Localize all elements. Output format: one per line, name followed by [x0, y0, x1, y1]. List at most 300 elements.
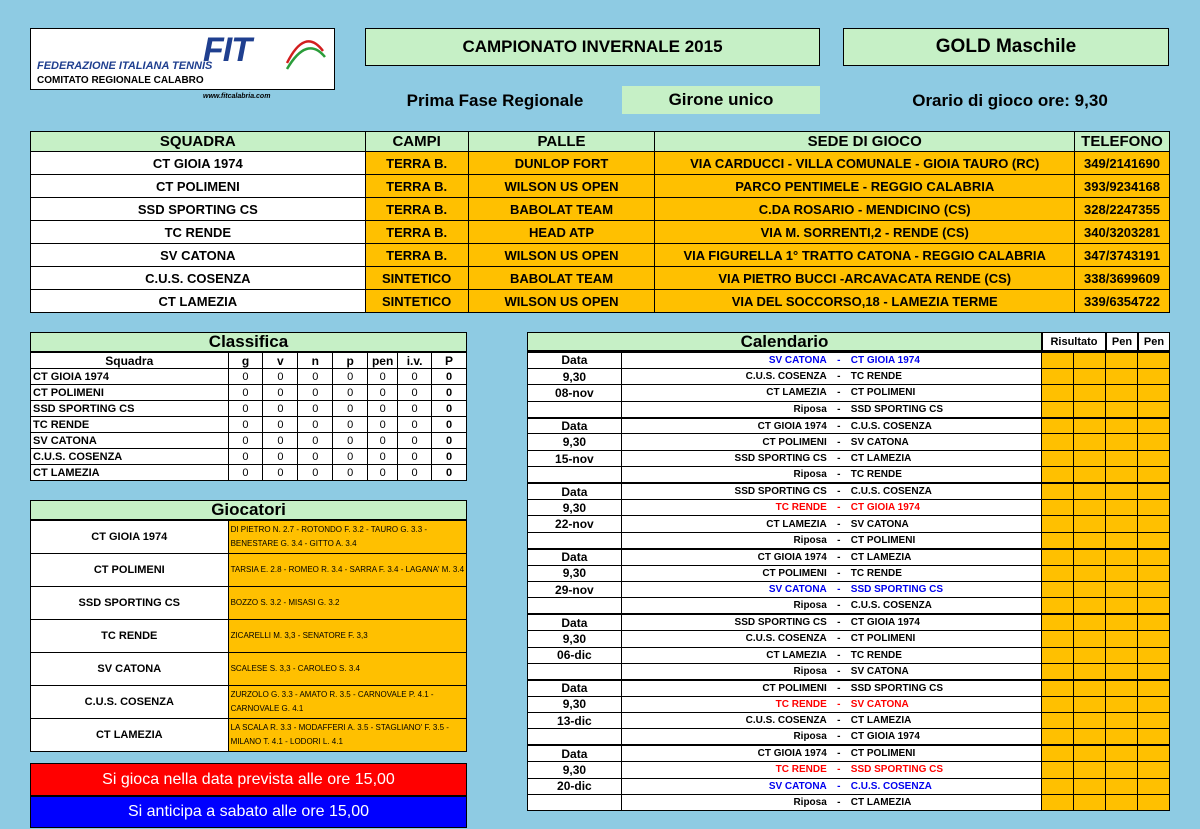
penalty-cell[interactable] — [1106, 467, 1138, 483]
penalty-cell[interactable] — [1106, 368, 1138, 384]
result-cell[interactable] — [1074, 500, 1106, 516]
match-cell — [621, 368, 1042, 384]
team-row — [31, 175, 1170, 198]
home-team: SV CATONA — [768, 780, 827, 792]
round-date: 20-dic — [528, 778, 622, 794]
penalty-cell[interactable] — [1138, 631, 1170, 647]
penalty-cell[interactable] — [1138, 385, 1170, 401]
penalty-cell[interactable] — [1138, 450, 1170, 466]
away-team: SSD SPORTING CS — [850, 403, 944, 415]
teams-table — [30, 131, 1170, 313]
match-cell — [621, 631, 1042, 647]
match-pairing — [622, 437, 1042, 448]
match-row — [528, 729, 1170, 745]
penalty-cell[interactable] — [1106, 729, 1138, 745]
penalty-cell[interactable] — [1106, 778, 1138, 794]
away-team: CT GIOIA 1974 — [850, 617, 920, 629]
standings-value-cell: 0 — [333, 401, 368, 417]
result-cell[interactable] — [1074, 729, 1106, 745]
match-cell — [621, 450, 1042, 466]
result-cell[interactable] — [1042, 450, 1074, 466]
round-time: 9,30 — [528, 500, 622, 516]
standings-team-cell: CT LAMEZIA — [31, 465, 229, 481]
match-separator: - — [837, 715, 841, 727]
result-cell[interactable] — [1074, 532, 1106, 548]
players-team-cell: SV CATONA — [31, 653, 229, 686]
fit-logo — [30, 28, 335, 100]
standings-header-cell: i.v. — [398, 353, 432, 369]
match-pairing — [622, 568, 1042, 579]
courts-cell: TERRA B. — [365, 244, 468, 267]
away-team: SV CATONA — [850, 518, 909, 530]
players-row — [31, 653, 467, 686]
standings-value-cell: 0 — [368, 465, 398, 481]
standings-value-cell: 0 — [368, 449, 398, 465]
match-cell — [621, 762, 1042, 778]
match-row — [528, 647, 1170, 663]
match-pairing — [622, 421, 1042, 432]
result-cell[interactable] — [1074, 565, 1106, 581]
standings-row — [31, 465, 467, 481]
away-team: CT POLIMENI — [850, 534, 916, 546]
result-cell[interactable] — [1042, 532, 1074, 548]
result-cell[interactable] — [1074, 696, 1106, 712]
match-separator: - — [837, 682, 841, 694]
teams-header-cell: PALLE — [468, 132, 655, 152]
penalty-cell[interactable] — [1138, 729, 1170, 745]
result-cell[interactable] — [1042, 368, 1074, 384]
away-team: CT LAMEZIA — [850, 797, 912, 809]
penalty-cell[interactable] — [1138, 745, 1170, 761]
match-pairing — [622, 715, 1042, 726]
penalty-cell[interactable] — [1138, 532, 1170, 548]
standings-row — [31, 449, 467, 465]
standings-value-cell: 0 — [228, 401, 263, 417]
match-row — [528, 467, 1170, 483]
standings-row — [31, 401, 467, 417]
result-cell[interactable] — [1074, 647, 1106, 663]
match-cell — [621, 549, 1042, 565]
team-name-cell: CT LAMEZIA — [31, 290, 366, 313]
standings-value-cell: 0 — [398, 417, 432, 433]
away-team: CT GIOIA 1974 — [850, 354, 920, 366]
result-cell[interactable] — [1074, 368, 1106, 384]
players-team-cell: C.U.S. COSENZA — [31, 686, 229, 719]
home-team: Riposa — [793, 469, 827, 481]
round-date-label: Data — [528, 483, 622, 499]
match-cell — [621, 598, 1042, 614]
legend-red-note — [30, 763, 467, 796]
players-row — [31, 521, 467, 554]
match-cell — [621, 663, 1042, 679]
result-cell[interactable] — [1042, 762, 1074, 778]
match-separator: - — [837, 665, 841, 677]
round-date — [528, 532, 622, 548]
standings-team-cell: TC RENDE — [31, 417, 229, 433]
penalty-cell[interactable] — [1106, 418, 1138, 434]
standings-value-cell: 0 — [432, 465, 467, 481]
result-cell[interactable] — [1074, 401, 1106, 417]
penalty-cell[interactable] — [1106, 762, 1138, 778]
match-row — [528, 532, 1170, 548]
players-list-cell: BOZZO S. 3.2 - MISASI G. 3.2 — [228, 587, 466, 620]
penalty-cell[interactable] — [1138, 500, 1170, 516]
away-team: SV CATONA — [850, 698, 909, 710]
result-cell[interactable] — [1042, 516, 1074, 532]
match-cell — [621, 467, 1042, 483]
players-list-cell: SCALESE S. 3,3 - CAROLEO S. 3.4 — [228, 653, 466, 686]
match-separator: - — [837, 698, 841, 710]
result-cell[interactable] — [1074, 516, 1106, 532]
match-pairing — [622, 486, 1042, 497]
penalty-cell[interactable] — [1106, 565, 1138, 581]
result-cell[interactable] — [1042, 795, 1074, 811]
penalty-cell[interactable] — [1138, 647, 1170, 663]
result-cell[interactable] — [1074, 450, 1106, 466]
match-cell — [621, 778, 1042, 794]
penalty-cell[interactable] — [1106, 663, 1138, 679]
result-cell[interactable] — [1074, 778, 1106, 794]
logo-line-federation: FEDERAZIONE ITALIANA TENNIS — [37, 60, 213, 72]
penalty-cell[interactable] — [1138, 680, 1170, 696]
penalty-cell[interactable] — [1138, 434, 1170, 450]
round-date: 15-nov — [528, 450, 622, 466]
penalty-cell[interactable] — [1138, 565, 1170, 581]
standings-value-cell: 0 — [263, 465, 298, 481]
phone-cell: 328/2247355 — [1075, 198, 1170, 221]
standings-row — [31, 433, 467, 449]
penalty-cell[interactable] — [1106, 647, 1138, 663]
standings-value-cell: 0 — [228, 369, 263, 385]
penalty-cell[interactable] — [1138, 467, 1170, 483]
penalty-cell[interactable] — [1138, 401, 1170, 417]
match-separator: - — [837, 584, 841, 596]
penalty-cell[interactable] — [1138, 795, 1170, 811]
result-cell[interactable] — [1074, 614, 1106, 630]
round-date: 29-nov — [528, 581, 622, 597]
match-row — [528, 565, 1170, 581]
standings-header-cell: pen — [368, 353, 398, 369]
result-cell[interactable] — [1042, 729, 1074, 745]
result-cell[interactable] — [1074, 483, 1106, 499]
standings-header-cell: n — [298, 353, 333, 369]
penalty-cell[interactable] — [1106, 598, 1138, 614]
standings-row — [31, 385, 467, 401]
penalty-cell[interactable] — [1106, 614, 1138, 630]
players-list-cell: ZICARELLI M. 3,3 - SENATORE F. 3,3 — [228, 620, 466, 653]
penalty-cell[interactable] — [1106, 483, 1138, 499]
match-separator: - — [837, 518, 841, 530]
courts-cell: TERRA B. — [365, 152, 468, 175]
home-team: SV CATONA — [768, 584, 827, 596]
standings-value-cell: 0 — [228, 417, 263, 433]
balls-cell: WILSON US OPEN — [468, 290, 655, 313]
match-row — [528, 418, 1170, 434]
legend-red-text: Si gioca nella data prevista alle ore 15,00 — [102, 770, 395, 788]
match-row — [528, 483, 1170, 499]
result-cell[interactable] — [1074, 581, 1106, 597]
penalty-cell[interactable] — [1138, 598, 1170, 614]
round-date: 13-dic — [528, 713, 622, 729]
away-team: CT POLIMENI — [850, 633, 916, 645]
result-cell[interactable] — [1042, 467, 1074, 483]
match-separator: - — [837, 780, 841, 792]
match-cell — [621, 516, 1042, 532]
home-team: CT LAMEZIA — [766, 518, 827, 530]
penalty-cell[interactable] — [1138, 713, 1170, 729]
home-team: TC RENDE — [775, 764, 827, 776]
calendario-title: Calendario — [527, 332, 1042, 351]
team-name-cell: CT POLIMENI — [31, 175, 366, 198]
venue-cell: C.DA ROSARIO - MENDICINO (CS) — [655, 198, 1075, 221]
penalty-cell[interactable] — [1106, 631, 1138, 647]
match-cell — [621, 647, 1042, 663]
courts-cell: TERRA B. — [365, 175, 468, 198]
result-cell[interactable] — [1074, 598, 1106, 614]
standings-value-cell: 0 — [263, 449, 298, 465]
match-separator: - — [837, 551, 841, 563]
penalty-cell[interactable] — [1138, 418, 1170, 434]
penalty-cell[interactable] — [1106, 680, 1138, 696]
standings-value-cell: 0 — [263, 417, 298, 433]
result-cell[interactable] — [1074, 385, 1106, 401]
penalty-cell[interactable] — [1106, 696, 1138, 712]
round-date: 06-dic — [528, 647, 622, 663]
penalty-cell[interactable] — [1106, 795, 1138, 811]
match-cell — [621, 385, 1042, 401]
result-header: Risultato — [1042, 332, 1106, 351]
match-pairing — [622, 699, 1042, 710]
match-separator: - — [837, 354, 841, 366]
match-row — [528, 516, 1170, 532]
match-cell — [621, 745, 1042, 761]
match-cell — [621, 581, 1042, 597]
match-row — [528, 631, 1170, 647]
match-cell — [621, 713, 1042, 729]
result-cell[interactable] — [1074, 434, 1106, 450]
match-row — [528, 549, 1170, 565]
home-team: Riposa — [793, 665, 827, 677]
standings-row — [31, 369, 467, 385]
penalty-cell[interactable] — [1106, 516, 1138, 532]
standings-value-cell: 0 — [298, 385, 333, 401]
standings-value-cell: 0 — [398, 385, 432, 401]
result-cell[interactable] — [1074, 745, 1106, 761]
logo-line-committee: COMITATO REGIONALE CALABRO — [37, 75, 204, 86]
standings-value-cell: 0 — [228, 385, 263, 401]
courts-cell: TERRA B. — [365, 221, 468, 244]
venue-cell: VIA CARDUCCI - VILLA COMUNALE - GIOIA TAURO (RC) — [655, 152, 1075, 175]
result-cell[interactable] — [1074, 631, 1106, 647]
home-team: CT POLIMENI — [762, 682, 827, 694]
match-separator: - — [837, 371, 841, 383]
penalty-cell[interactable] — [1106, 745, 1138, 761]
result-cell[interactable] — [1042, 663, 1074, 679]
match-separator: - — [837, 486, 841, 498]
home-team: SV CATONA — [768, 354, 827, 366]
calendar-table — [527, 351, 1170, 811]
balls-cell: WILSON US OPEN — [468, 175, 655, 198]
round-time: 9,30 — [528, 565, 622, 581]
players-row — [31, 587, 467, 620]
away-team: CT GIOIA 1974 — [850, 502, 920, 514]
away-team: TC RENDE — [850, 371, 902, 383]
result-cell[interactable] — [1042, 418, 1074, 434]
standings-value-cell: 0 — [333, 385, 368, 401]
penalty-cell[interactable] — [1138, 352, 1170, 368]
result-cell[interactable] — [1042, 401, 1074, 417]
team-row — [31, 152, 1170, 175]
home-team: TC RENDE — [775, 698, 827, 710]
penalty-cell[interactable] — [1138, 614, 1170, 630]
penalty-cell[interactable] — [1106, 352, 1138, 368]
standings-team-cell: SV CATONA — [31, 433, 229, 449]
result-cell[interactable] — [1074, 762, 1106, 778]
result-cell[interactable] — [1074, 680, 1106, 696]
match-separator: - — [837, 387, 841, 399]
match-separator: - — [837, 420, 841, 432]
result-cell[interactable] — [1074, 467, 1106, 483]
teams-header-cell: SQUADRA — [31, 132, 366, 152]
result-cell[interactable] — [1074, 549, 1106, 565]
penalty-cell[interactable] — [1106, 549, 1138, 565]
match-cell — [621, 532, 1042, 548]
penalty-cell[interactable] — [1138, 778, 1170, 794]
team-row — [31, 221, 1170, 244]
balls-cell: WILSON US OPEN — [468, 244, 655, 267]
standings-team-cell: C.U.S. COSENZA — [31, 449, 229, 465]
balls-cell: DUNLOP FORT — [468, 152, 655, 175]
penalty-cell[interactable] — [1138, 516, 1170, 532]
match-separator: - — [837, 469, 841, 481]
penalty-cell[interactable] — [1138, 581, 1170, 597]
match-pairing — [622, 666, 1042, 677]
result-cell[interactable] — [1074, 795, 1106, 811]
result-cell[interactable] — [1042, 565, 1074, 581]
away-team: C.U.S. COSENZA — [850, 600, 932, 612]
result-cell[interactable] — [1042, 778, 1074, 794]
match-row — [528, 745, 1170, 761]
match-separator: - — [837, 436, 841, 448]
away-team: SV CATONA — [850, 436, 909, 448]
penalty-cell[interactable] — [1138, 696, 1170, 712]
logo-url: www.fitcalabria.com — [203, 93, 271, 100]
result-cell[interactable] — [1042, 352, 1074, 368]
courts-cell: TERRA B. — [365, 198, 468, 221]
team-name-cell: SSD SPORTING CS — [31, 198, 366, 221]
standings-header-cell: p — [333, 353, 368, 369]
result-cell[interactable] — [1042, 614, 1074, 630]
match-separator: - — [837, 748, 841, 760]
result-cell[interactable] — [1074, 713, 1106, 729]
players-row — [31, 686, 467, 719]
penalty-cell[interactable] — [1106, 532, 1138, 548]
result-cell[interactable] — [1042, 598, 1074, 614]
result-cell[interactable] — [1074, 418, 1106, 434]
legend-blue-text: Si anticipa a sabato alle ore 15,00 — [127, 803, 370, 820]
venue-cell: VIA FIGURELLA 1° TRATTO CATONA - REGGIO CALABRIA — [655, 244, 1075, 267]
home-team: CT GIOIA 1974 — [757, 551, 827, 563]
round-date: 08-nov — [528, 385, 622, 401]
match-separator: - — [837, 633, 841, 645]
penalty-cell[interactable] — [1106, 434, 1138, 450]
result-cell[interactable] — [1042, 631, 1074, 647]
home-team: SSD SPORTING CS — [734, 486, 827, 498]
away-team: CT GIOIA 1974 — [850, 731, 920, 743]
match-row — [528, 696, 1170, 712]
result-cell[interactable] — [1042, 696, 1074, 712]
round-date-label: Data — [528, 745, 622, 761]
penalty-cell[interactable] — [1138, 663, 1170, 679]
result-cell[interactable] — [1042, 483, 1074, 499]
match-row — [528, 385, 1170, 401]
penalty-cell[interactable] — [1106, 385, 1138, 401]
penalty-cell[interactable] — [1106, 401, 1138, 417]
standings-value-cell: 0 — [368, 401, 398, 417]
standings-header-cell: g — [228, 353, 263, 369]
phone-cell: 340/3203281 — [1075, 221, 1170, 244]
match-pairing — [622, 519, 1042, 530]
home-team: CT GIOIA 1974 — [757, 748, 827, 760]
match-separator: - — [837, 764, 841, 776]
standings-value-cell: 0 — [298, 417, 333, 433]
penalty-cell[interactable] — [1138, 368, 1170, 384]
round-date-label: Data — [528, 352, 622, 368]
home-team: CT LAMEZIA — [766, 387, 827, 399]
home-team: Riposa — [793, 403, 827, 415]
team-name-cell: C.U.S. COSENZA — [31, 267, 366, 290]
result-cell[interactable] — [1042, 434, 1074, 450]
penalty-cell[interactable] — [1106, 450, 1138, 466]
penalty-cell[interactable] — [1138, 549, 1170, 565]
standings-value-cell: 0 — [263, 401, 298, 417]
match-row — [528, 368, 1170, 384]
result-cell[interactable] — [1042, 745, 1074, 761]
penalty-cell[interactable] — [1106, 500, 1138, 516]
penalty-cell[interactable] — [1106, 713, 1138, 729]
result-cell[interactable] — [1042, 647, 1074, 663]
penalty-cell[interactable] — [1106, 581, 1138, 597]
match-separator: - — [837, 649, 841, 661]
away-team: TC RENDE — [850, 567, 902, 579]
match-pairing — [622, 535, 1042, 546]
result-cell[interactable] — [1042, 581, 1074, 597]
match-cell — [621, 680, 1042, 696]
result-cell[interactable] — [1074, 352, 1106, 368]
match-pairing — [622, 617, 1042, 628]
result-cell[interactable] — [1074, 663, 1106, 679]
standings-header-cell: v — [263, 353, 298, 369]
result-cell[interactable] — [1042, 500, 1074, 516]
away-team: C.U.S. COSENZA — [850, 486, 932, 498]
penalty-cell[interactable] — [1138, 483, 1170, 499]
standings-value-cell: 0 — [333, 465, 368, 481]
result-cell[interactable] — [1042, 549, 1074, 565]
result-cell[interactable] — [1042, 385, 1074, 401]
play-time-label: Orario di gioco ore: 9,30 — [912, 91, 1108, 110]
result-cell[interactable] — [1042, 713, 1074, 729]
standings-value-cell: 0 — [398, 369, 432, 385]
away-team: TC RENDE — [850, 469, 902, 481]
match-separator: - — [837, 502, 841, 514]
balls-cell: BABOLAT TEAM — [468, 198, 655, 221]
standings-value-cell: 0 — [432, 385, 467, 401]
penalty-cell[interactable] — [1138, 762, 1170, 778]
players-list-cell: TARSIA E. 2.8 - ROMEO R. 3.4 - SARRA F. 3.4 - LAGANA' M. 3.4 — [228, 554, 466, 587]
championship-title: CAMPIONATO INVERNALE 2015 — [365, 28, 820, 66]
result-cell[interactable] — [1042, 680, 1074, 696]
players-team-cell: CT POLIMENI — [31, 554, 229, 587]
